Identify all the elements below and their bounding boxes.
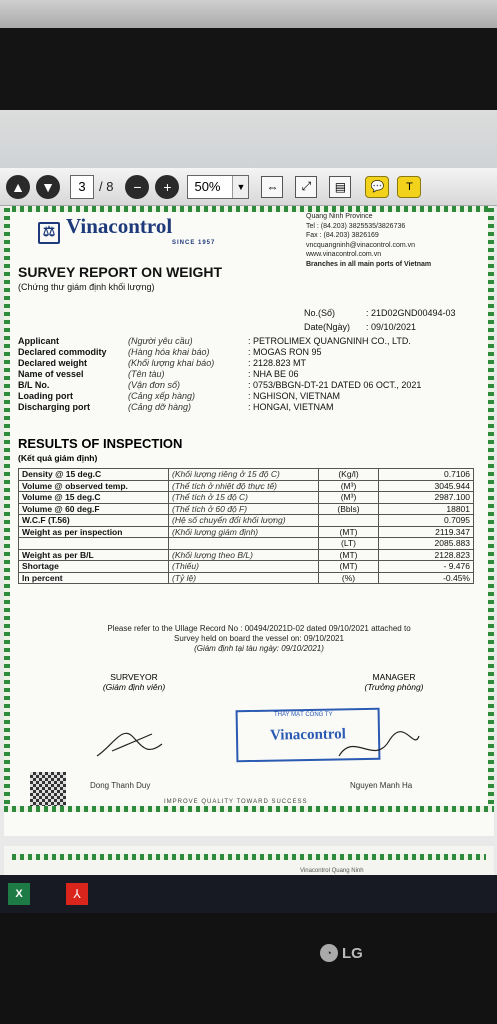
- surveyor-signature: [92, 716, 172, 766]
- company-address: Quang Ninh Province Tel : (84.203) 3825535/3826736 Fax : (84.203) 3826169 vncquangninh@vinacontrol.com.vn www.vinacontrol.com.vn Branches in all main ports of Vietnam: [306, 213, 432, 268]
- comment-icon[interactable]: 💬: [365, 176, 389, 198]
- screen: [0, 110, 497, 875]
- info-row: Declared weight (Khối lượng khai báo) : 2128.823 MT: [18, 358, 307, 368]
- next-page-footer: Vinacontrol Quang Ninh: [300, 868, 364, 874]
- decorative-border-right: [488, 206, 494, 812]
- table-row: W.C.F (T.56) (Hệ số chuyển đổi khối lượng) 0.7095: [19, 515, 474, 527]
- page-total: / 8: [99, 179, 114, 194]
- document-page: [4, 206, 494, 836]
- scales-icon: ⚖: [38, 222, 60, 244]
- decorative-border-top: [12, 854, 486, 860]
- table-row: Density @ 15 deg.C (Khối lượng riêng ở 15 độ C) (Kg/l) 0.7106: [19, 469, 474, 481]
- page-view-icon[interactable]: ▤: [329, 176, 351, 198]
- table-row: Shortage (Thiếu) (MT) - 9.476: [19, 561, 474, 573]
- table-row: (LT) 2085.883: [19, 538, 474, 550]
- manager-name: Nguyen Manh Ha: [350, 781, 413, 790]
- info-row: Applicant (Người yêu cầu) : PETROLIMEX QUANGNINH CO., LTD.: [18, 336, 411, 346]
- results-subtitle: (Kết quả giám định): [18, 453, 98, 463]
- monitor-bezel-bottom: [0, 913, 497, 1024]
- zoom-out-button[interactable]: −: [125, 175, 149, 199]
- manager-signature: [334, 721, 424, 771]
- info-row: Discharging port (Cảng dỡ hàng) : HONGAI, VIETNAM: [18, 402, 334, 412]
- table-row: Weight as per inspection (Khối lượng giám định) (MT) 2119.347: [19, 526, 474, 538]
- lg-circle-icon: ◔: [320, 944, 338, 962]
- surveyor-name: Dong Thanh Duy: [90, 781, 151, 790]
- zoom-select[interactable]: [187, 175, 249, 199]
- shipment-info: [18, 336, 478, 413]
- table-row: Volume @ observed temp. (Thể tích ở nhiệt độ thực tế) (M³) 3045.944: [19, 480, 474, 492]
- next-document-page: [4, 846, 494, 875]
- logo-since: SINCE 1957: [172, 240, 216, 246]
- zoom-in-button[interactable]: +: [155, 175, 179, 199]
- chevron-down-icon[interactable]: ▼: [232, 176, 248, 198]
- report-number-block: No.(Số) : 21D02GND00494-03 Date(Ngày) : 09/10/2021: [304, 308, 456, 332]
- info-row: B/L No. (Vận đơn số) : 0753/BBGN-DT-21 DATED 06 OCT., 2021: [18, 380, 422, 390]
- next-page-button[interactable]: ▼: [36, 175, 60, 199]
- manager-block: MANAGER (Trưởng phòng): [364, 672, 424, 692]
- report-title: SURVEY REPORT ON WEIGHT: [18, 264, 223, 280]
- table-row: Volume @ 60 deg.F (Thể tích ở 60 độ F) (Bbls) 18801: [19, 503, 474, 515]
- report-subtitle: (Chứng thư giám định khối lượng): [18, 282, 155, 292]
- info-row: Declared commodity (Hàng hóa khai báo) : MOGAS RON 95: [18, 347, 322, 357]
- results-title: RESULTS OF INSPECTION: [18, 436, 183, 451]
- decorative-border-left: [4, 206, 10, 812]
- taskbar: [0, 875, 497, 913]
- info-row: Loading port (Cảng xếp hàng) : NGHISON, VIETNAM: [18, 391, 341, 401]
- info-row: Name of vessel (Tên tàu) : NHA BE 06: [18, 369, 299, 379]
- footer-slogan: IMPROVE QUALITY TOWARD SUCCESS: [164, 799, 308, 805]
- vinacontrol-logo: ⚖ Vinacontrol: [38, 214, 172, 244]
- results-table: [18, 468, 474, 584]
- pdf-toolbar: [0, 168, 497, 206]
- stamp-caption: THAY MẶT CÔNG TY: [274, 712, 333, 718]
- highlight-icon[interactable]: T: [397, 176, 421, 198]
- company-stamp: Vinacontrol: [236, 708, 381, 763]
- previous-page-button[interactable]: ▲: [6, 175, 30, 199]
- page-number-input[interactable]: 3: [70, 175, 94, 199]
- decorative-border-bottom: [4, 806, 494, 812]
- table-row: Weight as per B/L (Khối lượng theo B/L) (MT) 2128.823: [19, 549, 474, 561]
- excel-icon[interactable]: X: [8, 883, 30, 905]
- pdf-icon[interactable]: ⅄: [66, 883, 88, 905]
- qr-code: [30, 772, 66, 806]
- zoom-value: 50%: [194, 179, 221, 194]
- fit-page-icon[interactable]: ⤢: [295, 176, 317, 198]
- table-row: Volume @ 15 deg.C (Thể tích ở 15 độ C) (M³) 2987.100: [19, 492, 474, 504]
- lg-logo: ◔ LG: [320, 944, 363, 962]
- table-row: In percent (Tỷ lệ) (%) -0.45%: [19, 572, 474, 584]
- surveyor-block: SURVEYOR (Giám định viên): [102, 672, 166, 692]
- monitor-bezel-top: [0, 28, 497, 110]
- ullage-note: Please refer to the Ullage Record No : 00494/2021D-02 dated 09/10/2021 attached to Survey held on board the vessel on: 09/10/2021 (Giám định tại tàu ngày: 09/10/2021): [107, 624, 411, 653]
- fit-width-icon[interactable]: ⇔: [261, 176, 283, 198]
- window-top-area: [0, 110, 497, 168]
